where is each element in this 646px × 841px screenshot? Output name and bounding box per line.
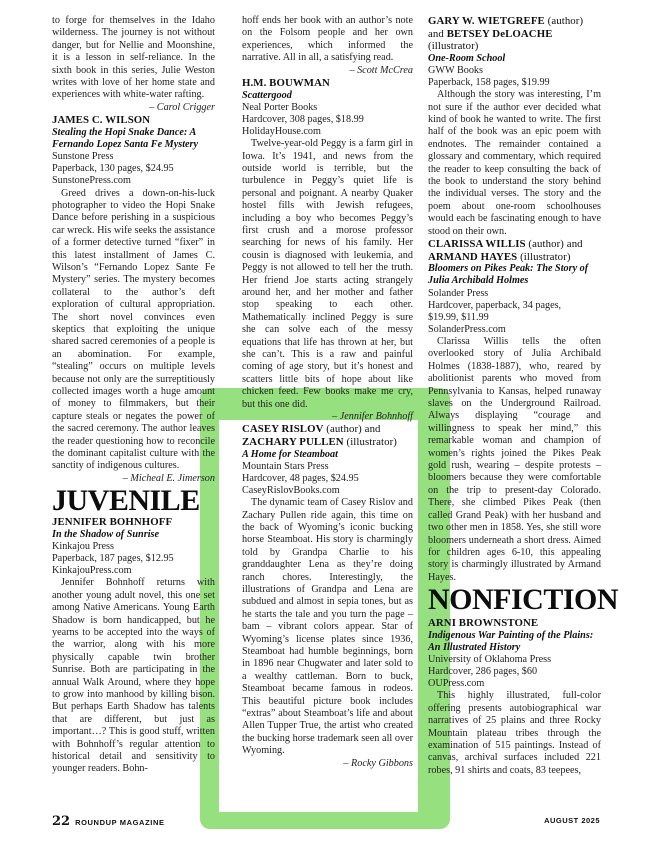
book-title: In the Shadow of Sunrise: [52, 528, 160, 540]
publisher-website: HolidayHouse.com: [242, 126, 321, 138]
review-paragraph: Although the story was interesting, I’m not sure if the author ever decided what kind of book he wanted to write. The first half of the book was an epic poem with endnotes. The remainder contained a glossary and commentary, which required the reader to keep consulting the back of the book to understand the story behind the individual verses. The story and the poem about one-room schoolhouses would each be fascinating enough to have stood on their own.: [428, 89, 601, 237]
book-title: Scattergood: [242, 89, 292, 101]
reviewer-attribution: – Micheal E. Jimerson: [122, 472, 215, 484]
footer-left: [52, 812, 165, 830]
publisher-name: University of Oklahoma Press: [428, 654, 552, 666]
review-paragraph: Twelve-year-old Peggy is a farm girl in Iowa. It’s 1941, and news from the outside world is terrible, but the turbulence in Peggy’s quiet life is personal and poignant. A nearby Quaker hostel fills with Jewish refugees, including a boy who becomes Peggy’s first crush and a morose professor searching for news of his family. Her cousin is diagnosed with leukemia, and Peggy is not allowed to tell her the truth. Her friend Joe starts acting strangely around her, and her mother and father stop speaking to each other. Mathematically inclined Peggy is sure she can solve each of the messy equations that life has thrown at her, but she can’t. This is a raw and painful coming of age story, but it’s honest and scatters little bits of hope about like chicken feed. Few books make me cry, but this one did.: [242, 138, 413, 410]
book-title: One-Room School: [428, 52, 506, 64]
author-heading: [242, 423, 413, 448]
page-footer: [0, 812, 646, 832]
format-pages-price: Paperback, 158 pages, $19.99: [428, 77, 550, 89]
author-role: (author) and: [525, 238, 583, 251]
publisher-name: Neal Porter Books: [242, 101, 318, 113]
publisher-website: SunstonePress.com: [52, 175, 131, 187]
author-heading: JAMES C. WILSON: [52, 114, 151, 127]
format-pages-price: Hardcover, paperback, 34 pages,: [428, 299, 562, 311]
format-pages-price: Paperback, 187 pages, $12.95: [52, 553, 174, 565]
publisher-website: CaseyRislovBooks.com: [242, 485, 340, 497]
reviewer-attribution: – Carol Crigger: [149, 101, 215, 113]
review-paragraph: Jennifer Bohnhoff returns with another young adult novel, this one set among Native Americans. Young Earth Shadow is born handicapped, but he yearns to be accepted into the ways of the warrior, along with his more physically capable twin brother Sunrise. Both are participating in the annual Walk Around, where they hope to grow into manhood by killing bison. But perhaps Earth Shadow has talents that are different, but just as important…? This is good stuff, written with Bohnhoff’s regular attention to historical detail and sensitivity to younger readers. Bohn-: [52, 577, 215, 775]
illustrator-name: ZACHARY PULLEN: [242, 436, 344, 449]
publisher-name: Solander Press: [428, 287, 489, 299]
publisher-info: [428, 65, 601, 89]
publisher-info: [242, 102, 413, 138]
column-left: [52, 15, 215, 776]
review-paragraph: The dynamic team of Casey Rislov and Zachary Pullen ride again, this time on the back of Wyoming’s iconic bucking horse Steamboat. His story is charmingly told by Grandpa Charlie to his granddaughter Lena as they’re doing ranch chores. Interestingly, the illustrations of Grandpa and Lena are subdued and almost in sepia tones, but as he starts the tale and you turn the page – bam – vibrant colors appear. Star of Wyoming’s license plates since 1936, Steamboat had humble beginnings, born in 1896 near Chugwater and later sold to a wealthy cattleman. Born to buck, Steamboat became famous in rodeos. This beautiful picture book includes “extras” about Steamboat’s life and about Allen Tupper True, the artist who created the bucking horse trademark seen all over Wyoming.: [242, 497, 413, 757]
book-title: A Home for Steamboat: [242, 448, 338, 460]
review-paragraph: Greed drives a down-on-his-luck photographer to video the Hopi Snake Dance before perishing in a suspicious car wreck. His wife seeks the assistance of a former detective turned “fixer” in this latest installment of James C. Wilson’s “Fernando Lopez Sante Fe Mystery” series. The mystery becomes collateral to the author’s deft exploration of cultural appropriation. The short novel convinces even skeptics that exploiting the unique shared sacred ceremonies of a people is an abomination. For example, “stealing” occurs on multiple levels because not only are the surreptitiously collected images worth a huge amount of money to filmmakers, but their capture steals or negates the power of the sacred ceremony. The author leaves the reader questioning how to reconcile the dominant capitalist culture with the sanctity of indigenous cultures.: [52, 187, 215, 472]
book-title: Indigenous War Painting of the Plains: An Illustrated History: [428, 629, 594, 653]
format-pages-price: Hardcover, 286 pages, $60: [428, 666, 538, 678]
author-role: (author) and: [428, 15, 584, 40]
author-role: (author) and: [323, 423, 381, 436]
author-heading: ARNI BROWNSTONE: [428, 617, 539, 630]
page-number: 22: [52, 814, 71, 829]
publisher-website: KinkajouPress.com: [52, 565, 132, 577]
review-paragraph: This highly illustrated, full-color offering presents autobiographical war narratives of 25 plains and three Rocky Mountain plateau tribes through the examination of 515 paintings. Instead of canvas, archival surfaces included 221 robes, 91 shirts and coats, 83 teepees,: [428, 690, 601, 776]
review-paragraph: Clarissa Willis tells the often overlooked story of Julia Archibald Holmes (1838-1887), who, reared by abolitionist parents who moved from Pennsylvania to Kansas, helped runaway slaves on the Underground Railroad. Always displaying “courage and willingness to speak her mind,” this remarkable woman and champion of women’s rights joined the Pikes Peak gold rush, wearing – despite protests – bloomers because they were comfortable on the trip to present-day Colorado. There, she climbed Pikes Peak (then called Grand Peak) with her husband and two other men in 1858. Yes, she still wore bloomers underneath a short dress. Aimed for children ages 6-10, this appealing story is charmingly illustrated by Armand Hayes.: [428, 336, 601, 583]
section-heading-juvenile: JUVENILE: [52, 484, 200, 518]
price-line: $19.99, $11.99: [428, 311, 489, 323]
format-pages-price: Hardcover, 308 pages, $18.99: [242, 113, 364, 125]
publisher-name: Kinkajou Press: [52, 541, 114, 553]
publisher-info: [428, 288, 601, 336]
publisher-name: GWW Books: [428, 64, 483, 76]
author-heading: [428, 238, 601, 263]
publisher-info: [428, 654, 601, 690]
reviewer-attribution: – Jennifer Bohnhoff: [332, 411, 413, 423]
publisher-info: [52, 151, 215, 187]
publisher-name: Mountain Stars Press: [242, 460, 329, 472]
publisher-website: OUPress.com: [428, 678, 485, 690]
illustrator-name: ARMAND HAYES: [428, 250, 518, 263]
book-title: Stealing the Hopi Snake Dance: A Fernando Lopez Santa Fe Mystery: [52, 126, 199, 151]
author-heading: H.M. BOUWMAN: [242, 77, 330, 90]
author-heading: JENNIFER BOHNHOFF: [52, 516, 173, 529]
format-pages-price: Paperback, 130 pages, $24.95: [52, 163, 174, 175]
author-name: GARY W. WIETGREFE: [428, 15, 545, 27]
format-pages-price: Hardcover, 48 pages, $24.95: [242, 472, 359, 484]
publisher-info: [52, 541, 215, 577]
issue-date: AUGUST 2025: [544, 816, 600, 825]
publisher-name: Sunstone Press: [52, 151, 114, 163]
review-paragraph: to forge for themselves in the Idaho wilderness. The journey is not without danger, but for Nellie and Moonshine, it is a lesson in self-reliance. In the sixth book in this series, Julie Weston writes with love of her home state and experiences with white-water rafting.: [52, 15, 215, 101]
author-name: CASEY RISLOV: [242, 423, 324, 436]
book-title: Bloomers on Pikes Peak: The Story of Julia Archibald Holmes: [428, 263, 589, 287]
reviewer-attribution: – Scott McCrea: [349, 64, 413, 76]
section-heading-nonfiction: NONFICTION: [428, 583, 619, 617]
author-heading: [428, 15, 601, 53]
illustrator-role: (illustrator): [428, 40, 479, 53]
column-right: [428, 15, 619, 777]
publisher-info: [242, 461, 413, 497]
column-middle: [242, 15, 413, 770]
publisher-website: SolanderPress.com: [428, 323, 506, 335]
illustrator-name: BETSEY DeLOACHE: [446, 27, 553, 40]
review-paragraph: hoff ends her book with an author’s note on the Folsom people and her own experiences, which informed the narrative. All in all, a satisfying read.: [242, 15, 413, 64]
illustrator-role: (illustrator): [517, 250, 571, 263]
reviewer-attribution: – Rocky Gibbons: [343, 757, 413, 769]
magazine-name: ROUNDUP MAGAZINE: [75, 818, 165, 827]
author-name: CLARISSA WILLIS: [428, 238, 526, 251]
illustrator-role: (illustrator): [343, 436, 397, 449]
